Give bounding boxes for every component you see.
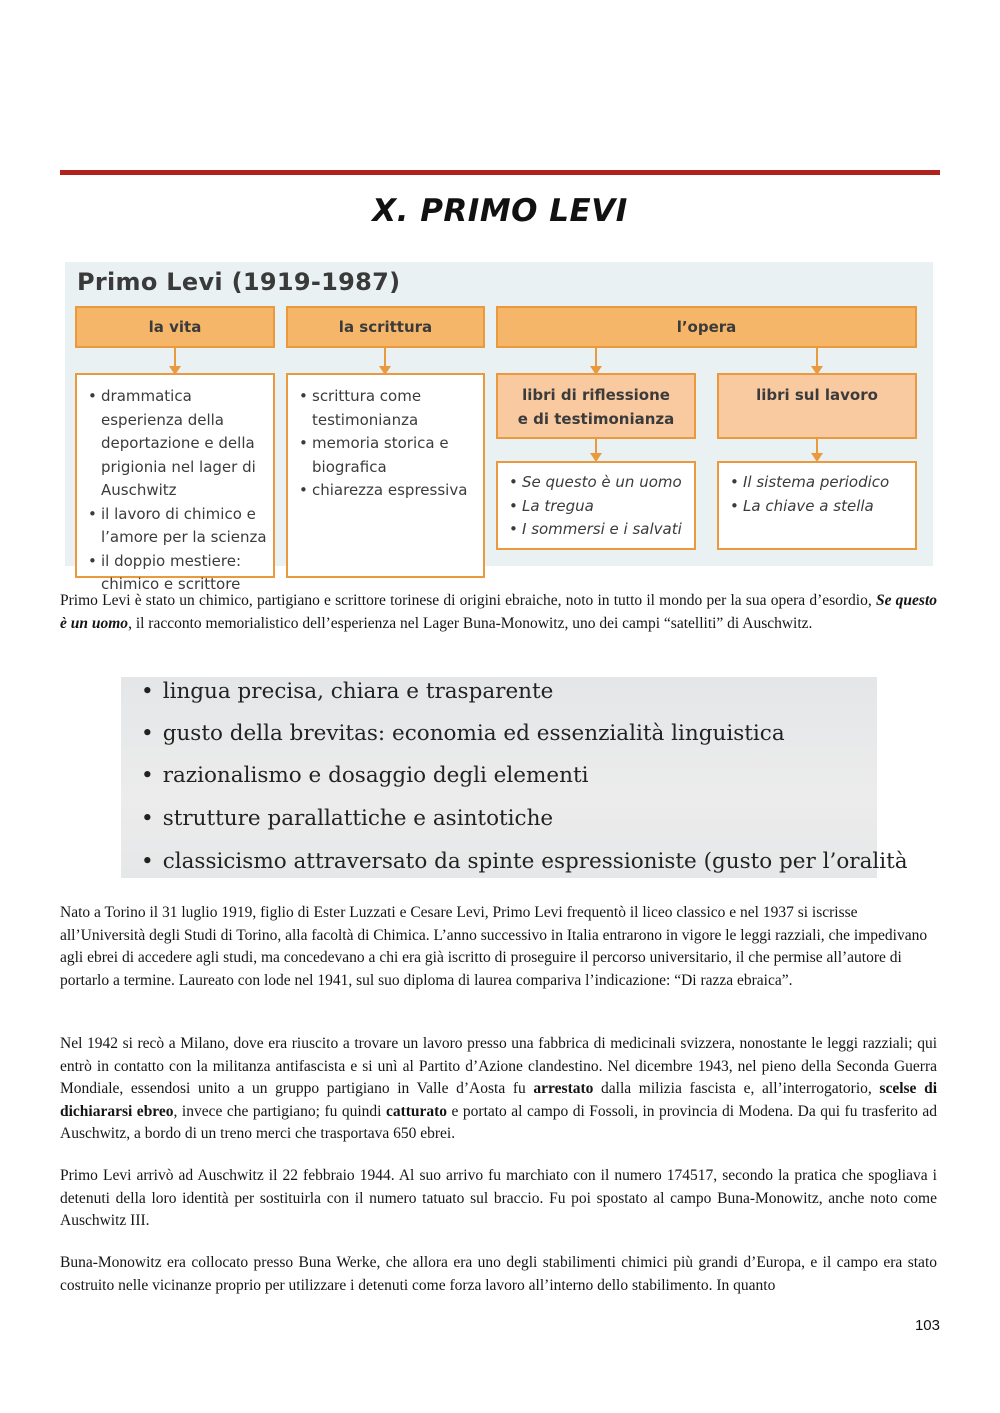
- scrittura-item: • scrittura come testimonianza: [292, 385, 479, 432]
- intro-paragraph: [60, 590, 937, 635]
- vita-header: la vita: [75, 306, 275, 348]
- p2-bold-catturato: catturato: [385, 1102, 448, 1120]
- paragraph-buna-monowitz: Buna-Monowitz era collocato presso Buna Werke, che allora era uno degli stabilimenti chimici più grandi d’Europa, e il campo era stato costruito nelle vicinanze proprio per utilizzare i detenuti come forza lavoro all’interno dello stabilimento. In quanto: [60, 1254, 937, 1294]
- vita-item: • il lavoro di chimico e l’amore per la scienza: [81, 503, 269, 550]
- style-feature-item: • strutture parallattiche e asintotiche: [141, 806, 553, 831]
- riflessione-item: • I sommersi e i salvati: [502, 518, 690, 542]
- p2-text: e portato al campo di Fossoli, in provincia di Modena. Da qui fu trasferito ad Auschwitz, a bordo di un treno merci che trasportava 650 ebrei.: [60, 1102, 937, 1143]
- vita-box: [75, 373, 275, 593]
- intro-text-after: , il racconto memorialistico dell’esperienza nel Lager Buna-Monowitz, uno dei campi “satelliti” di Auschwitz.: [128, 614, 813, 632]
- opera-header: l’opera: [496, 306, 917, 348]
- lavoro-sub-arrow: [816, 439, 818, 453]
- vita-item: • il doppio mestiere: chimico e scrittore: [81, 550, 269, 597]
- style-feature-item: • razionalismo e dosaggio degli elementi: [141, 763, 588, 788]
- riflessione-box: [496, 461, 696, 550]
- lavoro-box: [717, 461, 917, 550]
- scrittura-item: • chiarezza espressiva: [292, 479, 479, 503]
- chapter-title: X. PRIMO LEVI: [372, 193, 628, 229]
- chapter-rule: [60, 170, 940, 175]
- lavoro-item: • La chiave a stella: [723, 495, 911, 519]
- p2-text: Nel 1942 si recò a Milano, dove era riuscito a trovare un lavoro presso una fabbrica di medicinali svizzera, nonostante le leggi razziali; qui entrò in contatto con la militanza antifascista e si unì al Partito d’Azione clandestino. Nel dicembre 1943, nel pieno della Seconda Guerra Mondiale, essendosi unito a un gruppo partigiano in Valle d’Aosta fu: [60, 1035, 937, 1098]
- vita-arrow: [174, 348, 176, 366]
- vita-item: • drammatica esperienza della deportazione e della prigionia nel lager di Auschwitz: [81, 385, 269, 503]
- riflessione-arrow: [595, 348, 597, 366]
- concept-map-title: Primo Levi (1919-1987): [77, 268, 401, 296]
- lavoro-header: libri sul lavoro: [717, 373, 917, 439]
- intro-text-before: Primo Levi è stato un chimico, partigiano e scrittore torinese di origini ebraiche, noto in tutto il mondo per la sua opera d’esordio,: [60, 592, 876, 609]
- lavoro-arrow: [816, 348, 818, 366]
- style-features-image: [121, 677, 908, 878]
- style-feature-item: • classicismo attraversato da spinte espressioniste (gusto per l’oralità: [141, 849, 908, 874]
- concept-map: [65, 262, 933, 593]
- lavoro-item: • Il sistema periodico: [723, 471, 911, 495]
- scrittura-arrow: [384, 348, 386, 366]
- p2-bold-ebreo: scelse di dichiararsi ebreo: [60, 1080, 938, 1120]
- p2-text: , invece che partigiano; fu quindi: [173, 1102, 386, 1120]
- p2-text: dalla milizia fascista e, all’interrogatorio,: [593, 1080, 880, 1098]
- scrittura-box: [286, 373, 485, 578]
- riflessione-sub-arrow: [595, 439, 597, 453]
- style-feature-item: • lingua precisa, chiara e trasparente: [141, 679, 553, 704]
- page-number: 103: [914, 1317, 940, 1334]
- riflessione-header: libri di riflessione e di testimonianza: [496, 373, 696, 439]
- paragraph-auschwitz: Primo Levi arrivò ad Auschwitz il 22 febbraio 1944. Al suo arrivo fu marchiato con il numero 174517, secondo la pratica che spogliava i detenuti della loro identità per sostituirla con il numero tatuato sul braccio. Fu poi spostato al campo Buna-Monowitz, anche noto come Auschwitz III.: [60, 1167, 937, 1230]
- paragraph-birth-education: Nato a Torino il 31 luglio 1919, figlio di Ester Luzzati e Cesare Levi, Primo Levi frequentò il liceo classico e nel 1937 si iscrisse all’Università degli Studi di Torino, alla facoltà di Chimica. L’anno successivo in Italia entrarono in vigore le leggi razziali, che impedivano agli ebrei di accedere agli studi, ma concedevano a chi era già iscritto di proseguire il percorso universitario, il che permise all’autore di portarlo a termine. Laureato con lode nel 1941, sul suo diploma di laurea compariva l’indicazione: “Di razza ebraica”.: [60, 904, 928, 989]
- riflessione-item: • Se questo è un uomo: [502, 471, 690, 495]
- paragraph-arrest: [60, 1033, 937, 1146]
- intro-book-title: Se questo è un uomo: [60, 592, 937, 632]
- p2-bold-arrestato: arrestato: [533, 1080, 594, 1098]
- scrittura-item: • memoria storica e biografica: [292, 432, 479, 479]
- riflessione-item: • La tregua: [502, 495, 690, 519]
- style-feature-item: • gusto della brevitas: economia ed essenzialità linguistica: [141, 721, 785, 746]
- scrittura-header: la scrittura: [286, 306, 485, 348]
